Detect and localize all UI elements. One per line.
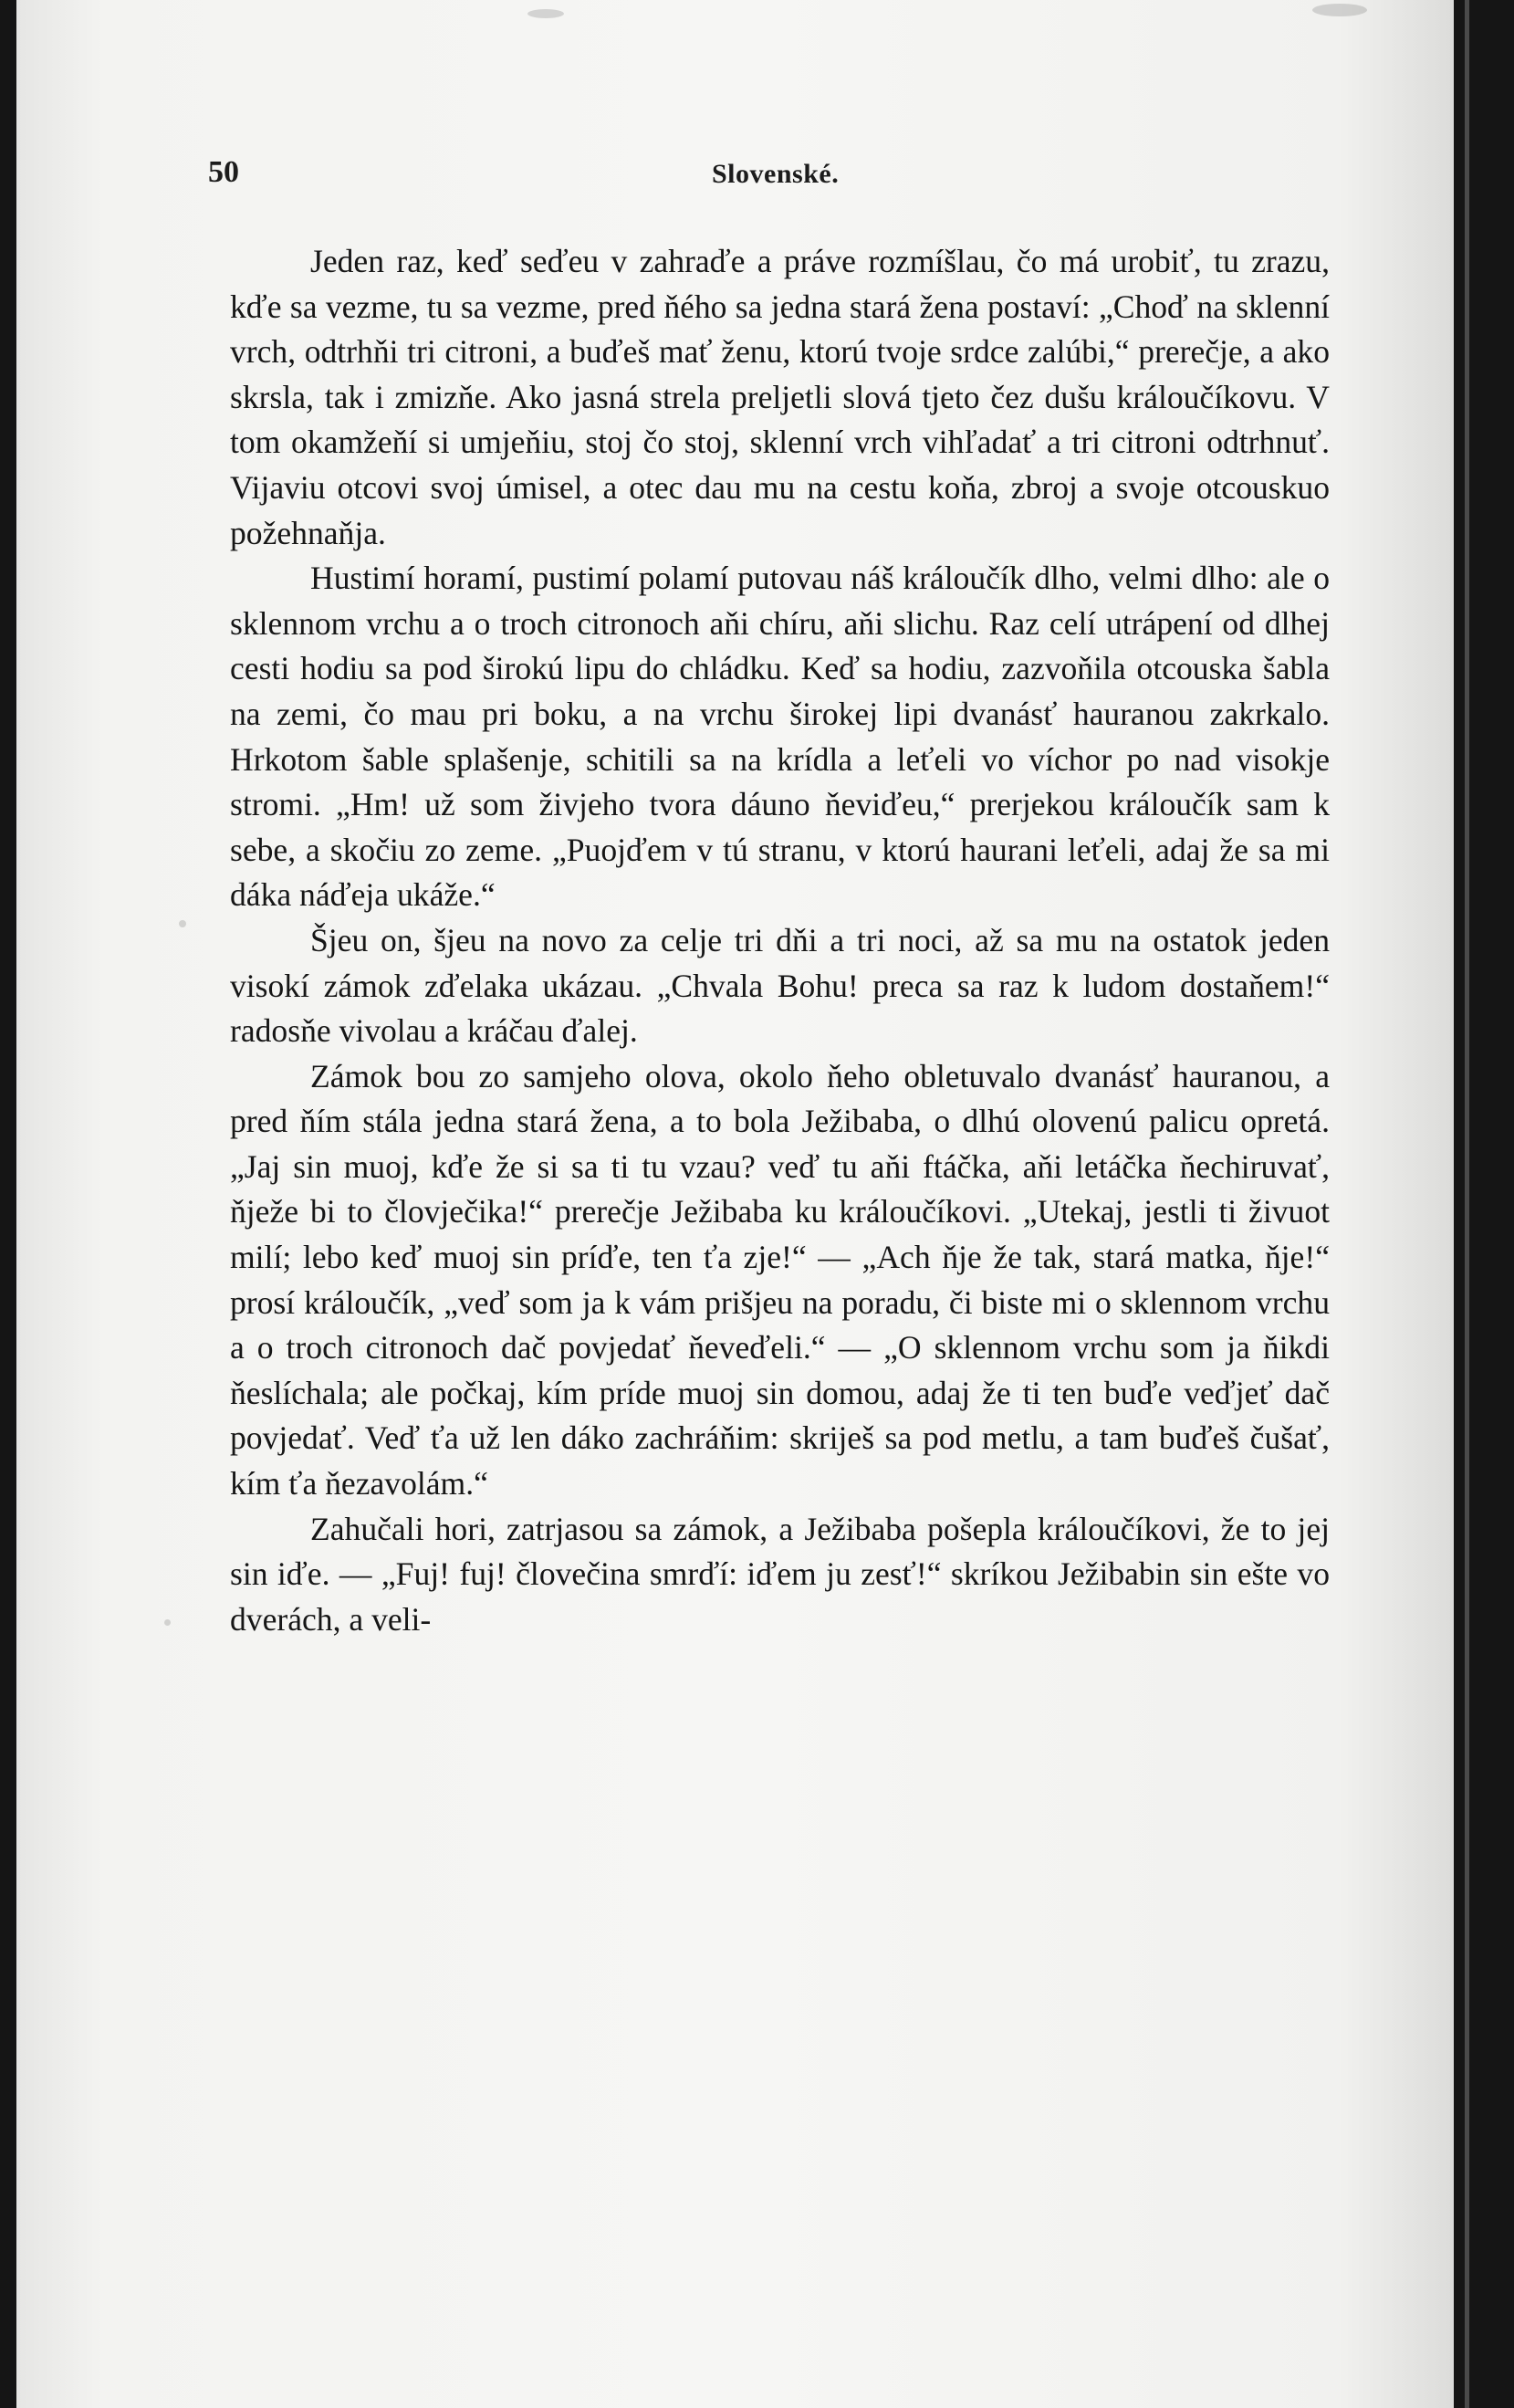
running-head: Slovenské.	[712, 159, 840, 189]
paragraph: Hustimí horamí, pustimí polamí putovau náš králoučík dlho, velmi dlho: ale o sklennom vrchu a o troch citronoch aňi chíru, aňi slichu. Raz celí utrápení od dlhej cesti hodiu sa pod širokú lipu do chládku. Keď sa hodiu, zazvoňila otcouska šabla na zemi, čo mau pri boku, a na vrchu širokej lipi dvanásť hauranou zakrkalo. Hrkotom šable splašenje, schitili sa na krídla a leťeli vo víchor po nad visokje stromi. „Hm! už som živjeho tvora dáuno ňeviďeu,“ prerjekou králoučík sam k sebe, a skočiu zo zeme. „Puojďem v tú stranu, v ktorú haurani leťeli, adaj že sa mi dáka náďeja ukáže.“	[230, 560, 1330, 914]
page-header	[0, 155, 1514, 192]
page-number: 50	[208, 155, 239, 189]
page-gutter	[1465, 0, 1469, 2408]
paragraph: Zahučali hori, zatrjasou sa zámok, a Ježibaba pošepla králoučíkovi, že to jej sin iďe. — „Fuj! fuj! človečina smrďí: iďem ju zesť!“ skríkou Ježibabin sin ešte vo dverách, a veli-	[230, 1510, 1330, 1638]
body-text	[230, 239, 1330, 1642]
paragraph: Šjeu on, šjeu na novo za celje tri dňi a tri noci, až sa mu na ostatok jeden visokí zámok zďelaka ukázau. „Chvala Bohu! preca sa raz k ludom dostaňem!“ radosňe vivolau a kráčau ďalej.	[230, 921, 1330, 1050]
paragraph: Zámok bou zo samjeho olova, okolo ňeho obletuvalo dvanásť hauranou, a pred ňím stála jedna stará žena, a to bola Ježibaba, o dlhú olovenú palicu opretá. „Jaj sin muoj, kďe že si sa ti tu vzau? veď tu aňi ftáčka, aňi letáčka ňechiruvať, ňježe bi to človječika!“ prerečje Ježibaba ku králoučíkovi. „Utekaj, jestli ti živuot milí; lebo keď muoj sin príďe, ten ťa zje!“ — „Ach ňje že tak, stará matka, ňje!“ prosí králoučík, „veď som ja k vám prišjeu na poradu, či biste mi o sklennom vrchu a o troch citronoch dač povjedať ňeveďeli.“ — „O sklennom vrchu som ja ňikdi ňeslíchala; ale počkaj, kím príde muoj sin domou, adaj že ti ten buďe veďjeť dač povjedať. Veď ťa už len dáko zachráňim: skriješ sa pod metlu, a tam buďeš čušať, kím ťa ňezavolám.“	[230, 1057, 1330, 1502]
scan-smudge	[527, 9, 564, 18]
paragraph: Jeden raz, keď seďeu v zahraďe a práve rozmíšlau, čo má urobiť, tu zrazu, kďe sa vezme, tu sa vezme, pred ňého sa jedna stará žena postaví: „Choď na sklenní vrch, odtrhňi tri citroni, a buďeš mať ženu, ktorú tvoje srdce zalúbi,“ prerečje, a ako skrsla, tak i zmizňe. Ako jasná strela preljetli slová tjeto čez dušu králoučíkovu. V tom okamžeňí si umjeňiu, stoj čo stoj, sklenní vrch vihľadať a tri citroni odtrhnuť. Vijaviu otcovi svoj úmisel, a otec dau mu na cestu koňa, zbroj a svoje otcouskuo požehnaňja.	[230, 243, 1330, 551]
scan-smudge	[1312, 4, 1367, 16]
scan-smudge	[179, 920, 186, 927]
scan-smudge	[164, 1619, 171, 1626]
